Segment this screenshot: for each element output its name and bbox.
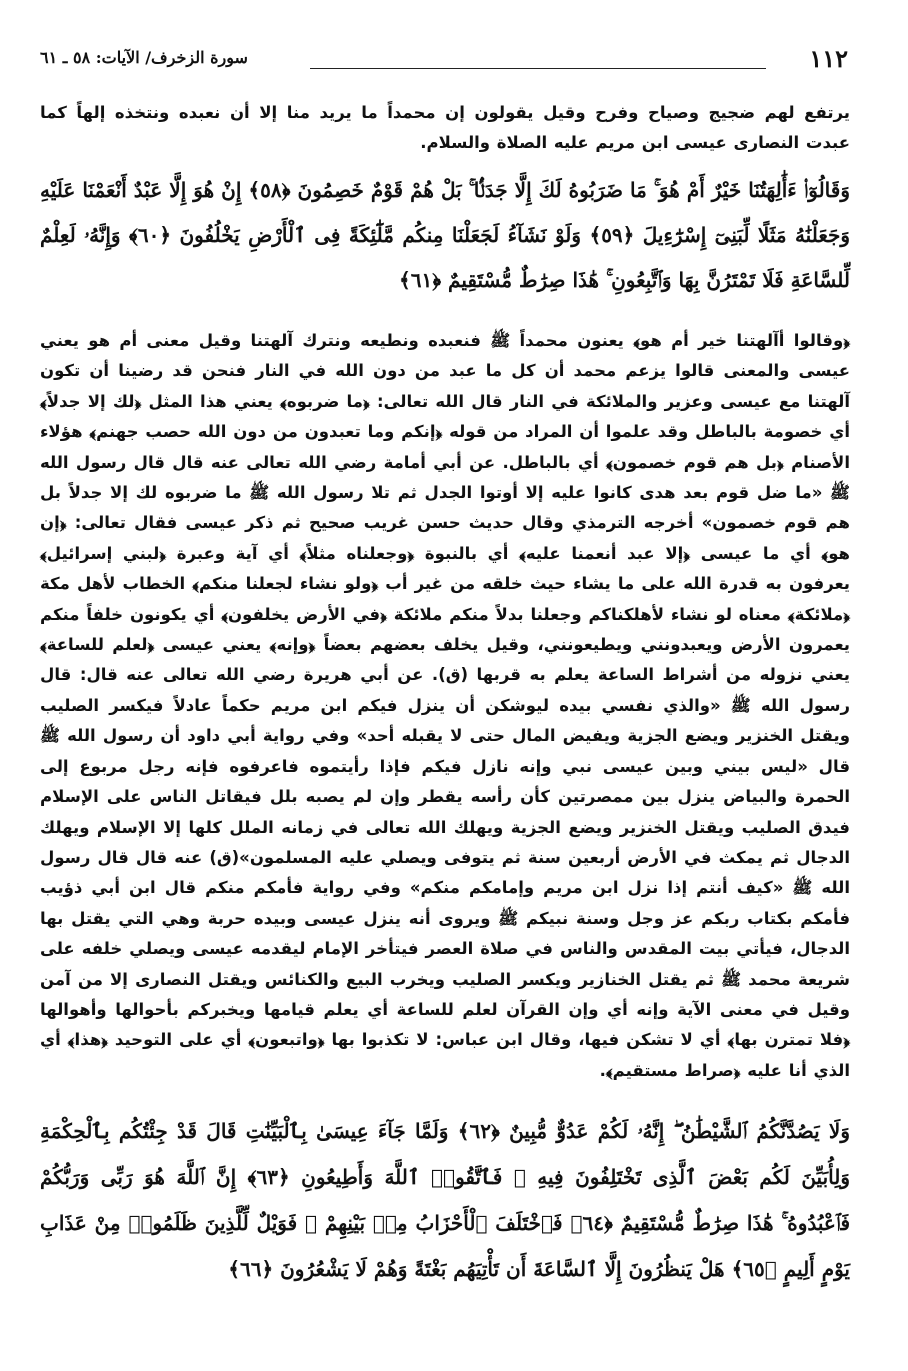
page-header [40,44,848,84]
intro-paragraph: يرتفع لهم ضجيج وصياح وفرح وقيل يقولون إن محمداً ما يريد منا إلا أن نعبده ونتخذه إلهاً كما عبدت النصارى عيسى ابن مريم عليه الصلاة والسلام. [40,103,850,153]
surah-title: سورة الزخرف/ الآيات: ٥٨ ـ ٦١ [40,48,248,67]
commentary-paragraph: ﴿وقالوا أآلهتنا خير أم هو﴾ يعنون محمداً ﷺ فنعبده ونطيعه ونترك آلهتنا وقيل معنى أم هو يعني عيسى والمعنى قالوا يزعم محمد أن كل ما عبد من دون الله في النار فنحن قد رضينا أن تكون آلهتنا مع عيسى وعزير والملائكة في النار قال الله تعالى: ﴿ما ضربوه﴾ يعني هذا المثل ﴿لك إلا جدلاً﴾ أي خصومة بالباطل وقد علموا أن المراد من قوله ﴿إنكم وما تعبدون من دون الله حصب جهنم﴾ هؤلاء الأصنام ﴿بل هم قوم خصمون﴾ أي بالباطل. عن أبي أمامة رضي الله تعالى عنه قال قال رسول الله ﷺ «ما ضل قوم بعد هدى كانوا عليه إلا أوتوا الجدل ثم تلا رسول الله ﷺ ما ضربوه لك إلا جدلاً بل هم قوم خصمون» أخرجه الترمذي وقال حديث حسن غريب صحيح ثم ذكر عيسى فقال تعالى: ﴿إن هو﴾ أي ما عيسى ﴿إلا عبد أنعمنا عليه﴾ أي بالنبوة ﴿وجعلناه مثلاً﴾ أي آية وعبرة ﴿لبني إسرائيل﴾ يعرفون به قدرة الله على ما يشاء حيث خلقه من غير أب ﴿ولو نشاء لجعلنا منكم﴾ الخطاب لأهل مكة ﴿ملائكة﴾ معناه لو نشاء لأهلكناكم وجعلنا بدلاً منكم ملائكة ﴿في الأرض يخلفون﴾ أي يكونون خلفاً منكم يعمرون الأرض ويعبدونني ويطيعونني، وقيل يخلف بعضهم بعضاً ﴿وإنه﴾ يعني عيسى ﴿لعلم للساعة﴾ يعني نزوله من أشراط الساعة يعلم به قربها (ق). عن أبي هريرة رضي الله تعالى عنه قال: قال رسول الله ﷺ «والذي نفسي بيده ليوشكن أن ينزل فيكم ابن مريم حكماً عادلاً فيكسر الصليب ويقتل الخنزير ويضع الجزية ويفيض المال حتى لا يقبله أحد» وفي رواية أبي داود أن رسول الله ﷺ قال «ليس بيني وبين عيسى نبي وإنه نازل فيكم فإذا رأيتموه فاعرفوه فإنه رجل مربوع إلى الحمرة والبياض ينزل بين ممصرتين كأن رأسه يقطر وإن لم يصبه بلل فيقاتل الناس على الإسلام فيدق الصليب ويقتل الخنزير ويضع الجزية ويهلك الله تعالى في زمانه الملل كلها إلا الإسلام ويهلك الدجال ثم يمكث في الأرض أربعين سنة ثم يتوفى ويصلي عليه المسلمون»(ق) عنه قال قال رسول الله ﷺ «كيف أنتم إذا نزل ابن مريم وإمامكم منكم» وفي رواية فأمكم منكم قال ابن أبي ذؤيب فأمكم بكتاب ربكم عز وجل وسنة نبيكم ﷺ ويروى أنه ينزل عيسى وبيده حربة وهي التي يقتل بها الدجال، فيأتي بيت المقدس والناس في صلاة العصر فيتأخر الإمام ليقدمه عيسى ويصلي خلفه على شريعة محمد ﷺ ثم يقتل الخنازير ويكسر الصليب ويخرب البيع والكنائس ويقتل النصارى إلا من آمن وقيل في معنى الآية وإنه أي وإن القرآن لعلم للساعة أي يعلم قيامها ويخبركم بأحوالها وأهوالها ﴿فلا تمترن بها﴾ أي لا تشكن فيها، وقال ابن عباس: لا تكذبوا بها ﴿واتبعون﴾ أي على التوحيد ﴿هذا﴾ أي الذي أنا عليه ﴿صراط مستقيم﴾. [40,331,850,1080]
quran-verses-58-61: وَقَالُوٓا۟ ءَأَٰلِهَتُنَا خَيْرٌ أَمْ هُوَ ۚ مَا ضَرَبُوهُ لَكَ إِلَّا جَدَلًۢا ۚ بَلْ هُمْ قَوْمٌ خَصِمُونَ ﴿٥٨﴾ إِنْ هُوَ إِلَّا عَبْدٌ أَنْعَمْنَا عَلَيْهِ وَجَعَلْنَٰهُ مَثَلًا لِّبَنِىٓ إِسْرَٰٓءِيلَ ﴿٥٩﴾ وَلَوْ نَشَآءُ لَجَعَلْنَا مِنكُم مَّلَٰٓئِكَةً فِى ٱلْأَرْضِ يَخْلُفُونَ ﴿٦٠﴾ وَإِنَّهُۥ لَعِلْمٌ لِّلسَّاعَةِ فَلَا تَمْتَرُنَّ بِهَا وَٱتَّبِعُونِ ۚ هَٰذَا صِرَٰطٌ مُّسْتَقِيمٌ ﴿٦١﴾ [40,178,851,292]
header-rule [310,68,766,69]
quran-verses-62-66: وَلَا يَصُدَّنَّكُمُ ٱلشَّيْطَٰنُ ۖ إِنَّهُۥ لَكُمْ عَدُوٌّ مُّبِينٌ ﴿٦٢﴾ وَلَمَّا جَآءَ عِيسَىٰ بِٱلْبَيِّنَٰتِ قَالَ قَدْ جِئْتُكُم بِٱلْحِكْمَةِ وَلِأُبَيِّنَ لَكُم بَعْضَ ٱلَّذِى تَخْتَلِفُونَ فِيهِ ۖ فَٱتَّقُوا۟ ٱللَّهَ وَأَطِيعُونِ ﴿٦٣﴾ إِنَّ ٱللَّهَ هُوَ رَبِّى وَرَبُّكُمْ فَٱعْبُدُوهُ ۚ هَٰذَا صِرَٰطٌ مُّسْتَقِيمٌ ﴿٦٤﴾ فَٱخْتَلَفَ ٱلْأَحْزَابُ مِنۢ بَيْنِهِمْ ۖ فَوَيْلٌ لِّلَّذِينَ ظَلَمُوا۟ مِنْ عَذَابِ يَوْمٍ أَلِيمٍ ﴿٦٥﴾ هَلْ يَنظُرُونَ إِلَّا ٱلسَّاعَةَ أَن تَأْتِيَهُم بَغْتَةً وَهُمْ لَا يَشْعُرُونَ ﴿٦٦﴾ [40,1119,851,1281]
page-number: ١١٢ [809,44,848,73]
